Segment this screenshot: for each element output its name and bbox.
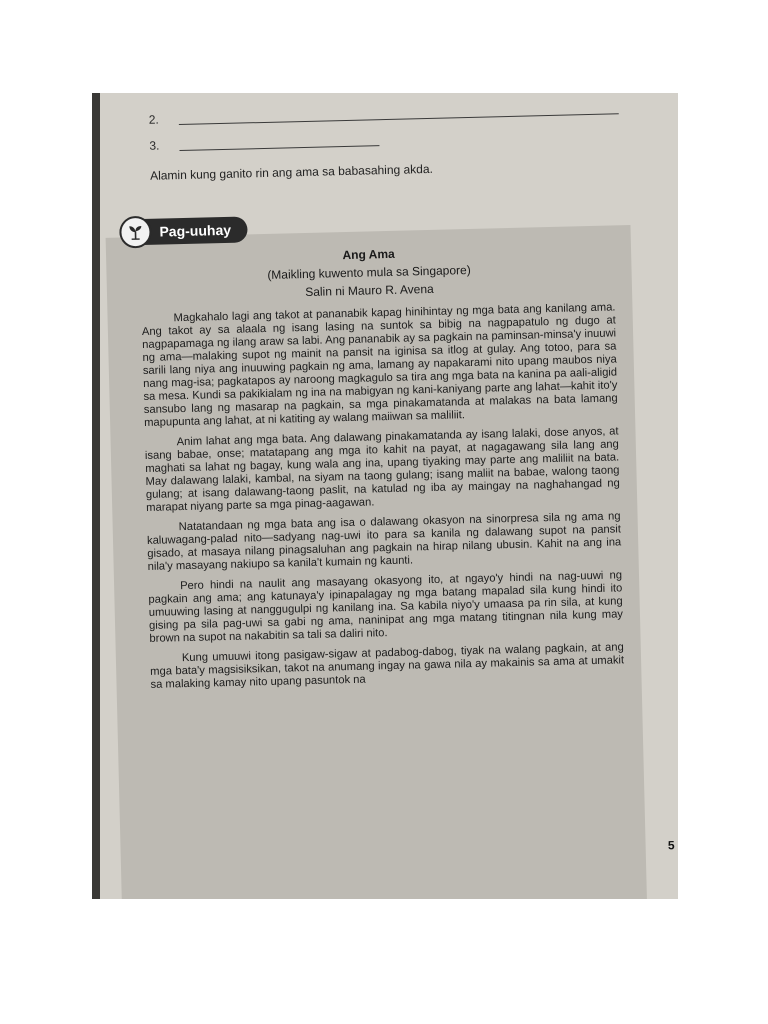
photo-background [92,93,678,899]
story-body [141,301,624,698]
instruction-text: Alamin kung ganito rin ang ama sa babasahing akda. [149,161,434,183]
question-number-2: 2. [148,112,159,127]
story-paragraph: Anim lahat ang mga bata. Ang dalawang pinakamatanda ay isang lalaki, dose anyos, at isang babae, onse; matatapang ang mga ito kahit na payat, at nagagawang sila lang ang maghati sa lahat ng bagay, kung wala ang ina, upang tiyaking may parte ang maliliit na bata. May dalawang lalaki, kambal, na siyam na taong gulang; isang maliit na babae, walong taong gulang; at isang dalawang-taong paslit, na katulad ng iba ay maingay na naghahangad ng marapat niyang parte sa mga pinag-aagawan. [144,425,620,514]
answer-line-2 [179,113,619,125]
story-paragraph: Pero hindi na naulit ang masayang okasyong ito, at ngayo'y hindi na nag-uuwi ng pagkain ang ama; ang katunaya'y ipinapalagay ng mga batang mapalad sila kung hindi ito umuuwing lasing at nanggugulpi ng kanilang ina. Sa kabila niyo'y umaasa pa rin sila, at kung gising pa sila pag-uwi sa gabi ng ama, naninipat ang mga matang titingnan nila kung may brown na supot na nakabitin sa tali sa daliri nito. [148,569,624,645]
answer-line-3 [179,145,379,151]
section-badge [119,216,248,245]
plant-sprout-icon [119,216,152,249]
story-paragraph: Kung umuuwi itong pasigaw-sigaw at padabog-dabog, tiyak na walang pagkain, at ang mga bata'y magsisiksikan, takot na anumang ingay na gawa nila ay makainis sa ama at umakit sa malaking kamay nito upang pasuntok na [150,641,625,691]
section-badge-label: Pag-uuhay [159,221,232,240]
book-page-content [92,93,678,899]
page-number: 5 [667,838,675,853]
story-paragraph: Magkahalo lagi ang takot at pananabik kapag hinihintay ng mga bata ang kanilang ama. Ang takot ay sa alaala ng isang lasing na suntok sa bibig na nagpapatulo ng dugo at nagpapamaga ng ilang araw sa labi. Ang pananabik ay sa pagkain na paminsan-minsa'y inuuwi ng ama—malaking supot ng mainit na pansit na iginisa sa itlog at gulay. Ang totoo, para sa sarili lang niya ang inuuwing pagkain ng ama, lamang ay napakarami nito upang maubos niya nang mag-isa; pagkatapos ay naroong magkagulo sa tira ang mga bata na kanina pa aali-aligid sa mesa. Kundi sa pakikialam ng ina na mabigyan ng kani-kaniyang parte ang lahat—kahit ito'y sansubo lang ng masarap na pagkain, sa mga pinakamatanda at malakas na bata lamang mapupunta ang lahat, at ni katiting ay walang maiiwan sa maliliit. [141,301,618,429]
story-paragraph: Natatandaan ng mga bata ang isa o dalawang okasyon na sinorpresa sila ng ama ng kaluwagang-palad nito—sadyang nag-uwi ito para sa kanila ng dalawang supot na pansit gisado, at masaya nilang pinagsaluhan ang pagkain na hirap nilang ubusin. Kahit na ang ina nila'y masayang nakiupo sa kanila't kumain ng kaunti. [146,510,622,573]
story-title: Ang Ama [342,246,395,263]
story-translator: Salin ni Mauro R. Avena [305,281,434,300]
book-page [100,93,678,899]
story-subtitle: (Maikling kuwento mula sa Singapore) [267,262,471,282]
reading-passage-box [106,225,649,899]
question-number-3: 3. [149,138,160,153]
